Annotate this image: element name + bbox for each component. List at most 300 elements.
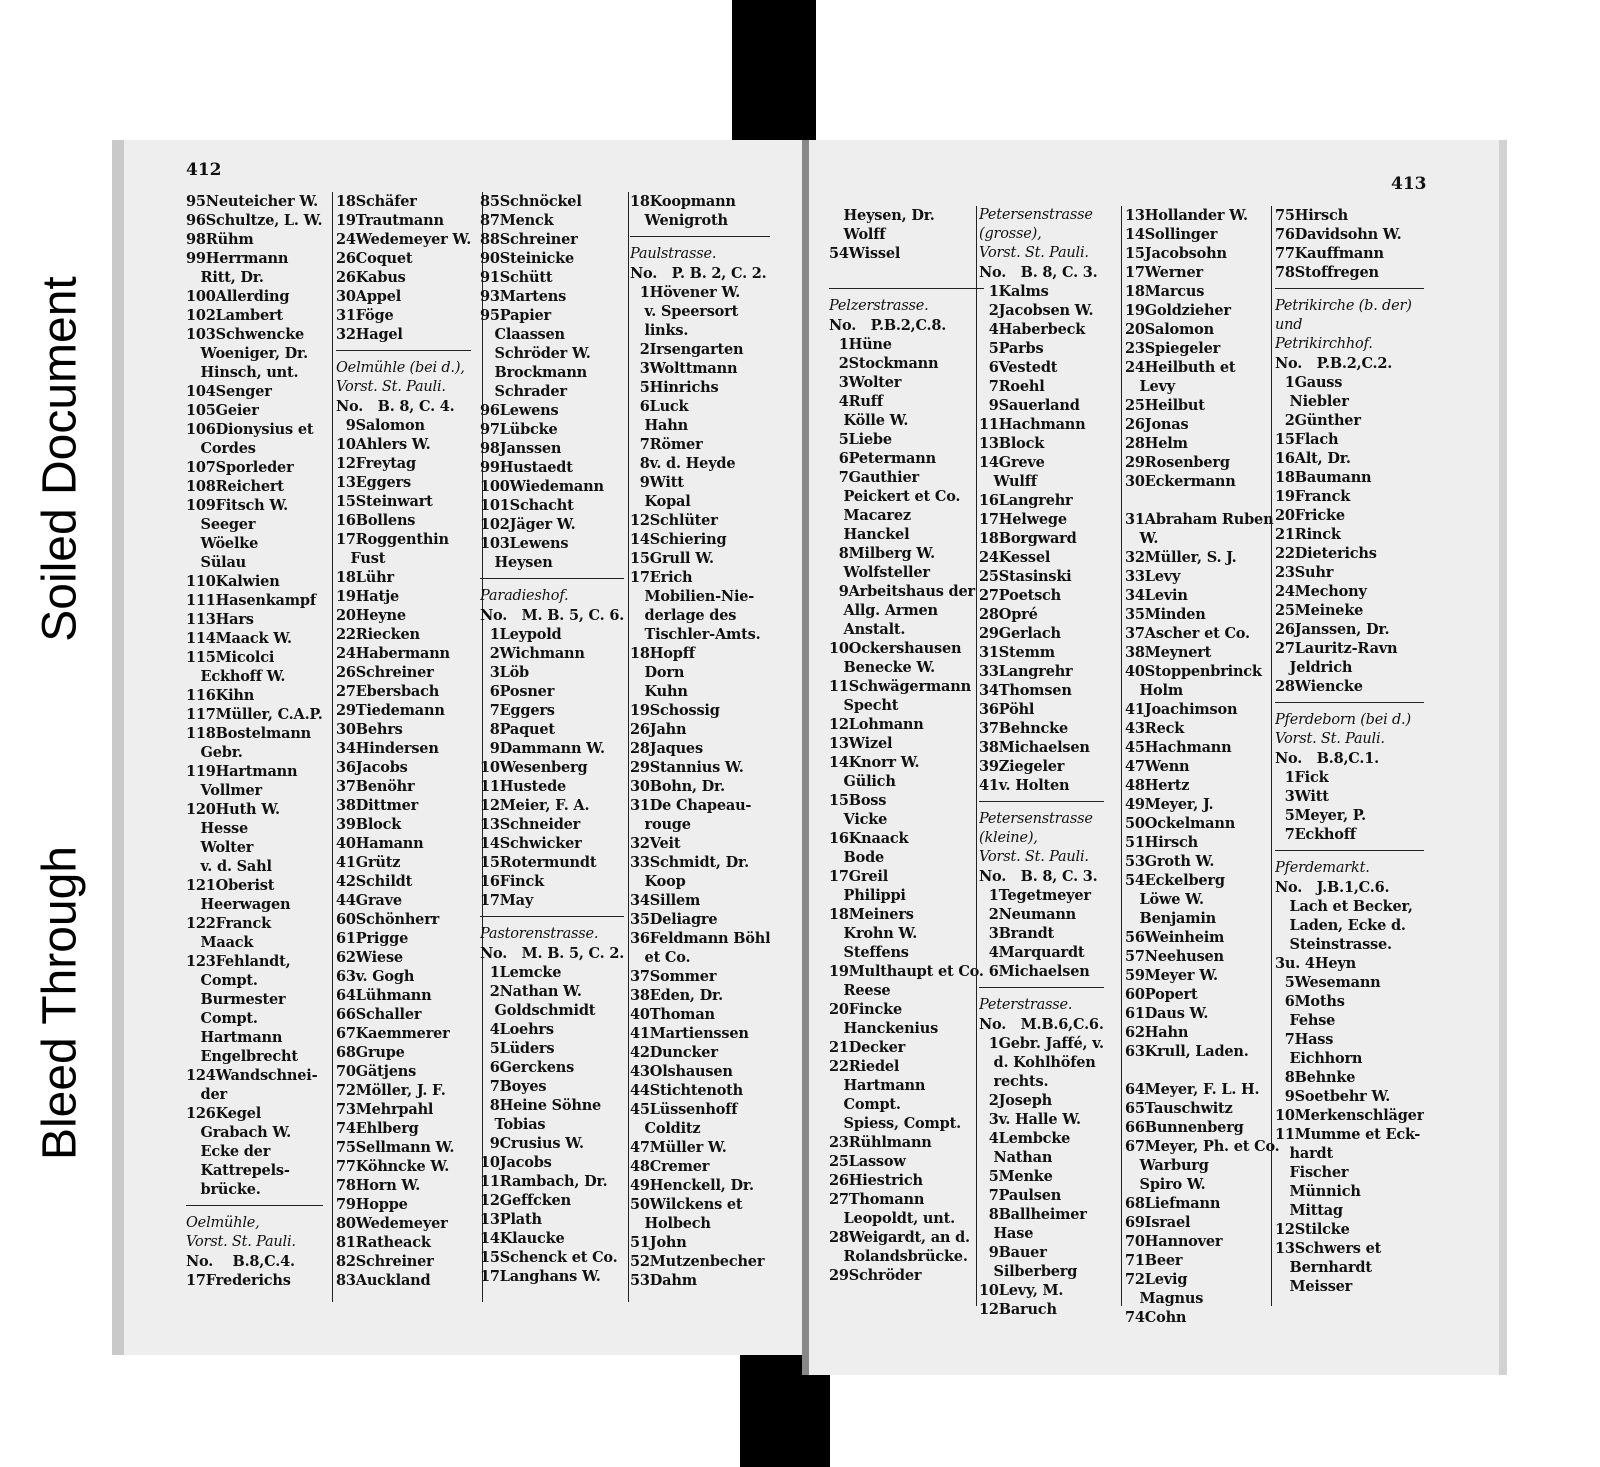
directory-entry: 6Moths (1275, 993, 1345, 1010)
directory-entry: 126Kegel (186, 1105, 262, 1122)
directory-entry: 5Liebe (829, 431, 892, 448)
directory-entry: Wolfsteller (829, 564, 930, 581)
directory-entry: 10Ahlers W. (336, 436, 431, 453)
directory-entry: 20Fricke (1275, 507, 1345, 524)
directory-entry: 93Martens (480, 288, 567, 305)
directory-entry: 11Rambach, Dr. (480, 1173, 608, 1190)
directory-entry: 40Stoppenbrinck (1125, 663, 1262, 680)
directory-entry: 17Werner (1125, 264, 1203, 281)
directory-entry: 8Paquet (480, 721, 555, 738)
directory-entry: 6Gerckens (480, 1059, 575, 1076)
directory-entry (829, 263, 984, 282)
directory-entry: 95Papier (480, 307, 551, 324)
directory-entry: 36Feldmann Böhl (630, 930, 771, 947)
directory-entry: 30Behrs (336, 721, 403, 738)
directory-entry: Krohn W. (829, 925, 918, 942)
directory-entry: 21Rinck (1275, 526, 1341, 543)
directory-entry: 47Müller W. (630, 1139, 727, 1156)
directory-entry: Tobias (480, 1116, 546, 1133)
directory-entry: 120Huth W. (186, 801, 280, 818)
directory-entry: 32Müller, S. J. (1125, 549, 1237, 566)
street-heading: Vorst. St. Pauli. (979, 245, 1089, 261)
directory-entry: 48Hertz (1125, 777, 1190, 794)
section-rule (1275, 288, 1424, 297)
directory-entry: 14Schwicker (480, 835, 582, 852)
directory-entry: hardt (1275, 1145, 1333, 1162)
directory-entry: 53Dahm (630, 1272, 697, 1289)
directory-entry: 21Decker (829, 1039, 906, 1056)
directory-entry: 98Rühm (186, 231, 254, 248)
directory-entry: 60Popert (1125, 986, 1198, 1003)
column-6 (979, 206, 1104, 1319)
section-rule (630, 236, 770, 245)
directory-entry: 43Reck (1125, 720, 1185, 737)
open-book (112, 140, 1507, 1380)
directory-entry: Heerwagen (186, 896, 291, 913)
directory-entry: 63Krull, Laden. (1125, 1043, 1249, 1060)
directory-entry: Koop (630, 873, 686, 890)
directory-entry: 11Hustede (480, 778, 567, 795)
directory-entry: 28Wiencke (1275, 678, 1363, 695)
directory-entry: derlage des (630, 607, 737, 624)
directory-entry: Steffens (829, 944, 909, 961)
directory-entry: 53Groth W. (1125, 853, 1215, 870)
directory-entry: 12Freytag (336, 455, 416, 472)
directory-entry: 1Gebr. Jaffé, v. (979, 1035, 1104, 1052)
section-rule (480, 916, 624, 925)
directory-entry: 3Witt (1275, 788, 1329, 805)
directory-entry: Steinstrasse. (1275, 936, 1392, 953)
directory-entry: Vollmer (186, 782, 262, 799)
directory-entry: Bode (829, 849, 885, 866)
spine-top-shadow (732, 0, 816, 160)
directory-entry: 19Trautmann (336, 212, 444, 229)
directory-entry: 7Roehl (979, 378, 1045, 395)
directory-entry: 4Ruff (829, 393, 883, 410)
directory-entry: der (186, 1086, 227, 1103)
street-heading: Oelmühle, (186, 1215, 260, 1231)
directory-entry: 83Auckland (336, 1272, 431, 1289)
directory-entry: Reese (829, 982, 891, 999)
directory-entry: Hahn (630, 417, 688, 434)
directory-entry: 2Nathan W. (480, 983, 582, 1000)
directory-entry: 24Mechony (1275, 583, 1367, 600)
directory-entry: 3Wolttmann (630, 360, 738, 377)
book-gutter (802, 140, 809, 1375)
directory-entry: 119Hartmann (186, 763, 298, 780)
directory-entry: 4Marquardt (979, 944, 1085, 961)
directory-entry: 1Lemcke (480, 964, 562, 981)
directory-entry: 47Wenn (1125, 758, 1190, 775)
directory-entry: 1Hövener W. (630, 284, 741, 301)
directory-entry: 37Ascher et Co. (1125, 625, 1250, 642)
directory-entry: 72Levig (1125, 1271, 1188, 1288)
directory-entry: 99Herrmann (186, 250, 289, 267)
directory-entry: 33Langrehr (979, 663, 1073, 680)
directory-entry: 29Rosenberg (1125, 454, 1230, 471)
directory-entry: 41Joachimson (1125, 701, 1238, 718)
directory-entry: 8Heine Söhne (480, 1097, 602, 1114)
directory-entry: 104Senger (186, 383, 272, 400)
directory-entry: 116Kihn (186, 687, 255, 704)
directory-entry: 4Loehrs (480, 1021, 554, 1038)
directory-entry: Mobilien-Nie- (630, 588, 755, 605)
directory-entry: 2Günther (1275, 412, 1361, 429)
directory-entry: 62Hahn (1125, 1024, 1189, 1041)
directory-entry: 10Merkenschläger (1275, 1107, 1425, 1124)
directory-entry: 106Dionysius et (186, 421, 314, 438)
right-page (809, 140, 1507, 1375)
directory-entry: 13Plath (480, 1211, 542, 1228)
directory-entry: 97Lübcke (480, 421, 558, 438)
directory-entry: 18Meiners (829, 906, 914, 923)
directory-entry: 28Helm (1125, 435, 1188, 452)
directory-entry: 3v. Halle W. (979, 1111, 1081, 1128)
directory-entry: Claassen (480, 326, 565, 343)
directory-entry: 29Schröder (829, 1267, 922, 1284)
directory-entry: 31De Chapeau- (630, 797, 752, 814)
directory-entry: Compt. (829, 1096, 901, 1113)
directory-entry: 50Ockelmann (1125, 815, 1236, 832)
directory-entry: 2Irsengarten (630, 341, 744, 358)
directory-entry: 12Lohmann (829, 716, 924, 733)
directory-entry: Hanckenius (829, 1020, 939, 1037)
directory-entry: Schröder W. (480, 345, 591, 362)
directory-entry: Peickert et Co. (829, 488, 961, 505)
directory-entry: 61Daus W. (1125, 1005, 1209, 1022)
directory-entry: 8v. d. Heyde (630, 455, 736, 472)
directory-entry: Wöelke (186, 535, 259, 552)
directory-entry: 6Petermann (829, 450, 936, 467)
directory-entry: 107Sporleder (186, 459, 294, 476)
directory-entry: 7Eckhoff (1275, 826, 1356, 843)
directory-entry: Compt. (186, 972, 258, 989)
directory-entry: 87Menck (480, 212, 554, 229)
directory-entry: 68Grupe (336, 1044, 405, 1061)
directory-entry: 5Menke (979, 1168, 1053, 1185)
directory-entry: Dorn (630, 664, 685, 681)
directory-entry: 49Henckell, Dr. (630, 1177, 754, 1194)
directory-entry: 23Spiegeler (1125, 340, 1221, 357)
directory-entry: 24Kessel (979, 549, 1051, 566)
directory-entry: 17Roggenthin (336, 531, 449, 548)
directory-entry: Vicke (829, 811, 888, 828)
directory-entry: Meisser (1275, 1278, 1353, 1295)
directory-entry: 88Schreiner (480, 231, 578, 248)
directory-entry: 34Thomsen (979, 682, 1072, 699)
directory-entry (1125, 1061, 1280, 1080)
directory-entry: 26Hiestrich (829, 1172, 923, 1189)
directory-entry: 54Eckelberg (1125, 872, 1225, 889)
directory-entry: 18Marcus (1125, 283, 1205, 300)
directory-entry: 7Boyes (480, 1078, 547, 1095)
right-page-number: 413 (1391, 174, 1427, 194)
directory-entry: 80Wedemeyer (336, 1215, 448, 1232)
directory-entry: brücke. (186, 1181, 261, 1198)
street-heading: Peterstrasse. (979, 997, 1073, 1013)
column-7 (1125, 206, 1280, 1327)
directory-entry: W. (1125, 530, 1159, 547)
directory-entry: 33Levy (1125, 568, 1181, 585)
district-line: No. P.B.2,C.8. (829, 317, 947, 334)
directory-entry: 78Stoffregen (1275, 264, 1379, 281)
directory-entry: 5Meyer, P. (1275, 807, 1366, 824)
directory-entry: 70Gätjens (336, 1063, 417, 1080)
directory-entry: 22Riecken (336, 626, 420, 643)
directory-entry: 28Weigardt, an d. (829, 1229, 970, 1246)
directory-entry: Hartmann (829, 1077, 926, 1094)
directory-entry: 66Schaller (336, 1006, 422, 1023)
directory-entry: 13Schneider (480, 816, 581, 833)
directory-entry: 85Schnöckel (480, 193, 582, 210)
directory-entry: 31Föge (336, 307, 394, 324)
directory-entry: 34Sillem (630, 892, 701, 909)
directory-entry: Allg. Armen (829, 602, 938, 619)
directory-entry: 51Hirsch (1125, 834, 1198, 851)
directory-entry: links. (630, 322, 689, 339)
directory-entry: Bernhardt (1275, 1259, 1372, 1276)
directory-entry: 35Deliagre (630, 911, 718, 928)
directory-entry: 7Eggers (480, 702, 555, 719)
directory-entry: 24Heilbuth et (1125, 359, 1236, 376)
directory-entry: 9Arbeitshaus der (829, 583, 975, 600)
directory-entry: 15Jacobsohn (1125, 245, 1227, 262)
directory-entry: 13Hollander W. (1125, 207, 1248, 224)
directory-entry: 9Crusius W. (480, 1135, 584, 1152)
directory-entry: 8Ballheimer (979, 1206, 1087, 1223)
directory-entry: Warburg (1125, 1157, 1209, 1174)
directory-entry: 20Heyne (336, 607, 406, 624)
directory-entry: 62Wiese (336, 949, 403, 966)
directory-entry: Sülau (186, 554, 247, 571)
directory-entry: 108Reichert (186, 478, 284, 495)
directory-entry: 18Schäfer (336, 193, 417, 210)
directory-entry: Grabach W. (186, 1124, 291, 1141)
column-2 (336, 192, 471, 1290)
directory-entry: v. Speersort (630, 303, 739, 320)
directory-entry: 43Olshausen (630, 1063, 733, 1080)
directory-entry: Hinsch, unt. (186, 364, 299, 381)
directory-entry: 24Wedemeyer W. (336, 231, 472, 248)
directory-entry: 37Behncke (979, 720, 1069, 737)
directory-entry: 12Meier, F. A. (480, 797, 590, 814)
directory-entry: 110Kalwien (186, 573, 280, 590)
directory-entry: Hartmann (186, 1029, 283, 1046)
directory-entry: 10Wesenberg (480, 759, 588, 776)
directory-entry: 60Schönherr (336, 911, 440, 928)
directory-entry: 19Goldzieher (1125, 302, 1231, 319)
directory-entry: 77Kauffmann (1275, 245, 1384, 262)
directory-entry: rechts. (979, 1073, 1049, 1090)
directory-entry: 13Schwers et (1275, 1240, 1382, 1257)
directory-entry: 6Michaelsen (979, 963, 1090, 980)
directory-entry: Gebr. (186, 744, 243, 761)
directory-entry: 23Rühlmann (829, 1134, 932, 1151)
directory-entry: 102Lambert (186, 307, 283, 324)
directory-entry: 40Thoman (630, 1006, 715, 1023)
directory-entry: 32Hagel (336, 326, 403, 343)
directory-entry: 17Erich (630, 569, 693, 586)
district-line: No. B. 8, C. 4. (336, 398, 455, 415)
directory-entry: Silberberg (979, 1263, 1078, 1280)
street-heading: Pelzerstrasse. (829, 298, 929, 314)
directory-entry: 10Ockershausen (829, 640, 962, 657)
directory-entry: 17May (480, 892, 534, 909)
directory-entry: 7Gauthier (829, 469, 919, 486)
directory-entry: 48Cremer (630, 1158, 710, 1175)
directory-entry: Jeldrich (1275, 659, 1353, 676)
directory-entry: 5Wesemann (1275, 974, 1381, 991)
column-3 (480, 192, 624, 1286)
directory-entry: 36Pöhl (979, 701, 1035, 718)
directory-entry: 34Hindersen (336, 740, 439, 757)
directory-entry (1125, 491, 1280, 510)
directory-entry: 26Kabus (336, 269, 406, 286)
directory-entry: 11Hachmann (979, 416, 1086, 433)
directory-entry: 63v. Gogh (336, 968, 415, 985)
directory-entry: 8Milberg W. (829, 545, 935, 562)
directory-entry: 12Baruch (979, 1301, 1057, 1318)
directory-entry: 101Schacht (480, 497, 574, 514)
directory-entry: Benjamin (1125, 910, 1217, 927)
directory-entry: 69Israel (1125, 1214, 1191, 1231)
directory-entry: 38Eden, Dr. (630, 987, 723, 1004)
street-heading: Vorst. St. Pauli. (1275, 731, 1385, 747)
section-rule (336, 350, 471, 359)
directory-entry: 103Lewens (480, 535, 569, 552)
directory-entry: 29Tiedemann (336, 702, 445, 719)
district-line: No. P. B. 2, C. 2. (630, 265, 767, 282)
directory-entry: Tischler-Amts. (630, 626, 761, 643)
directory-entry: 1Leypold (480, 626, 562, 643)
column-divider (1271, 206, 1272, 1306)
directory-entry: 105Geier (186, 402, 259, 419)
section-rule (1275, 702, 1424, 711)
directory-entry: 99Hustaedt (480, 459, 573, 476)
directory-entry: 77Köhncke W. (336, 1158, 450, 1175)
directory-entry: Cordes (186, 440, 256, 457)
column-4 (630, 192, 770, 1290)
directory-entry: 30Bohn, Dr. (630, 778, 726, 795)
directory-entry: 70Hannover (1125, 1233, 1223, 1250)
directory-entry: 27Ebersbach (336, 683, 440, 700)
street-heading: Vorst. St. Pauli. (336, 379, 446, 395)
directory-entry: 5Parbs (979, 340, 1044, 357)
section-rule (979, 801, 1104, 810)
directory-entry: 19Franck (1275, 488, 1351, 505)
directory-entry: 71Beer (1125, 1252, 1183, 1269)
directory-entry: 103Schwencke (186, 326, 305, 343)
directory-entry: 79Hoppe (336, 1196, 408, 1213)
street-heading: Petersenstrasse (979, 811, 1093, 827)
directory-entry: 22Riedel (829, 1058, 900, 1075)
directory-entry: 52Mutzenbecher (630, 1253, 765, 1270)
directory-entry: 7Römer (630, 436, 703, 453)
directory-entry: 13Block (979, 435, 1045, 452)
directory-entry: 1Fick (1275, 769, 1329, 786)
section-rule (829, 288, 984, 297)
directory-entry: 16Langrehr (979, 492, 1073, 509)
directory-entry: 25Meineke (1275, 602, 1364, 619)
directory-entry: 40Hamann (336, 835, 424, 852)
directory-entry: Wolff (829, 226, 886, 243)
section-rule (480, 578, 624, 587)
directory-entry: Colditz (630, 1120, 701, 1137)
directory-entry: 14Knorr W. (829, 754, 920, 771)
directory-entry: 15Steinwart (336, 493, 433, 510)
directory-entry: 121Oberist (186, 877, 275, 894)
street-heading: Pferdeborn (bei d.) (1275, 712, 1411, 728)
section-rule (979, 987, 1104, 996)
column-1 (186, 192, 323, 1290)
directory-entry: Ritt, Dr. (186, 269, 264, 286)
directory-entry: 16Finck (480, 873, 544, 890)
directory-entry: 9Witt (630, 474, 684, 491)
directory-entry: 41Grütz (336, 854, 401, 871)
directory-entry: 2Jacobsen W. (979, 302, 1094, 319)
directory-entry: 15Boss (829, 792, 887, 809)
directory-entry: 118Bostelmann (186, 725, 312, 742)
directory-entry: 26Janssen, Dr. (1275, 621, 1390, 638)
directory-entry: 25Lassow (829, 1153, 906, 1170)
directory-entry: 109Fitsch W. (186, 497, 289, 514)
directory-entry: 12Stilcke (1275, 1221, 1350, 1238)
left-page-number: 412 (186, 160, 222, 180)
directory-entry: 44Grave (336, 892, 402, 909)
directory-entry: Heysen (480, 554, 553, 571)
directory-entry: 28Jaques (630, 740, 703, 757)
directory-entry: Anstalt. (829, 621, 906, 638)
directory-entry: 95Neuteicher W. (186, 193, 318, 210)
directory-entry: 74Ehlberg (336, 1120, 419, 1137)
directory-entry: 7Paulsen (979, 1187, 1062, 1204)
directory-entry: 6Posner (480, 683, 555, 700)
directory-entry: 35Minden (1125, 606, 1206, 623)
directory-entry: 122Franck (186, 915, 271, 932)
directory-entry: 72Möller, J. F. (336, 1082, 446, 1099)
district-line: No. B.8,C.4. (186, 1253, 295, 1270)
directory-entry: 11Schwägermann (829, 678, 971, 695)
directory-entry: 57Neehusen (1125, 948, 1224, 965)
directory-entry: Holbech (630, 1215, 711, 1232)
district-line: No. P.B.2,C.2. (1275, 355, 1393, 372)
directory-entry: Niebler (1275, 393, 1349, 410)
directory-entry: Münnich (1275, 1183, 1361, 1200)
directory-entry: Woeniger, Dr. (186, 345, 308, 362)
directory-entry: 37Sommer (630, 968, 717, 985)
directory-entry: Leopoldt, unt. (829, 1210, 955, 1227)
directory-entry: 36Jacobs (336, 759, 408, 776)
directory-entry: Goldschmidt (480, 1002, 596, 1019)
directory-entry: 66Bunnenberg (1125, 1119, 1244, 1136)
directory-entry: Schrader (480, 383, 567, 400)
directory-entry: Kuhn (630, 683, 688, 700)
directory-entry: 91Schütt (480, 269, 553, 286)
directory-entry: 6Vestedt (979, 359, 1058, 376)
directory-entry: Kölle W. (829, 412, 909, 429)
directory-entry: 20Fincke (829, 1001, 903, 1018)
directory-entry: 19Hatje (336, 588, 400, 605)
directory-entry: Magnus (1125, 1290, 1204, 1307)
section-rule (1275, 850, 1424, 859)
directory-entry: 5Hinrichs (630, 379, 719, 396)
directory-entry: Mittag (1275, 1202, 1343, 1219)
directory-entry: 30Appel (336, 288, 402, 305)
street-heading: Petrikirche (b. der) (1275, 298, 1412, 314)
directory-entry: 19Multhaupt et Co. (829, 963, 984, 980)
directory-entry: 14Greve (979, 454, 1045, 471)
district-line: No. J.B.1,C.6. (1275, 879, 1390, 896)
